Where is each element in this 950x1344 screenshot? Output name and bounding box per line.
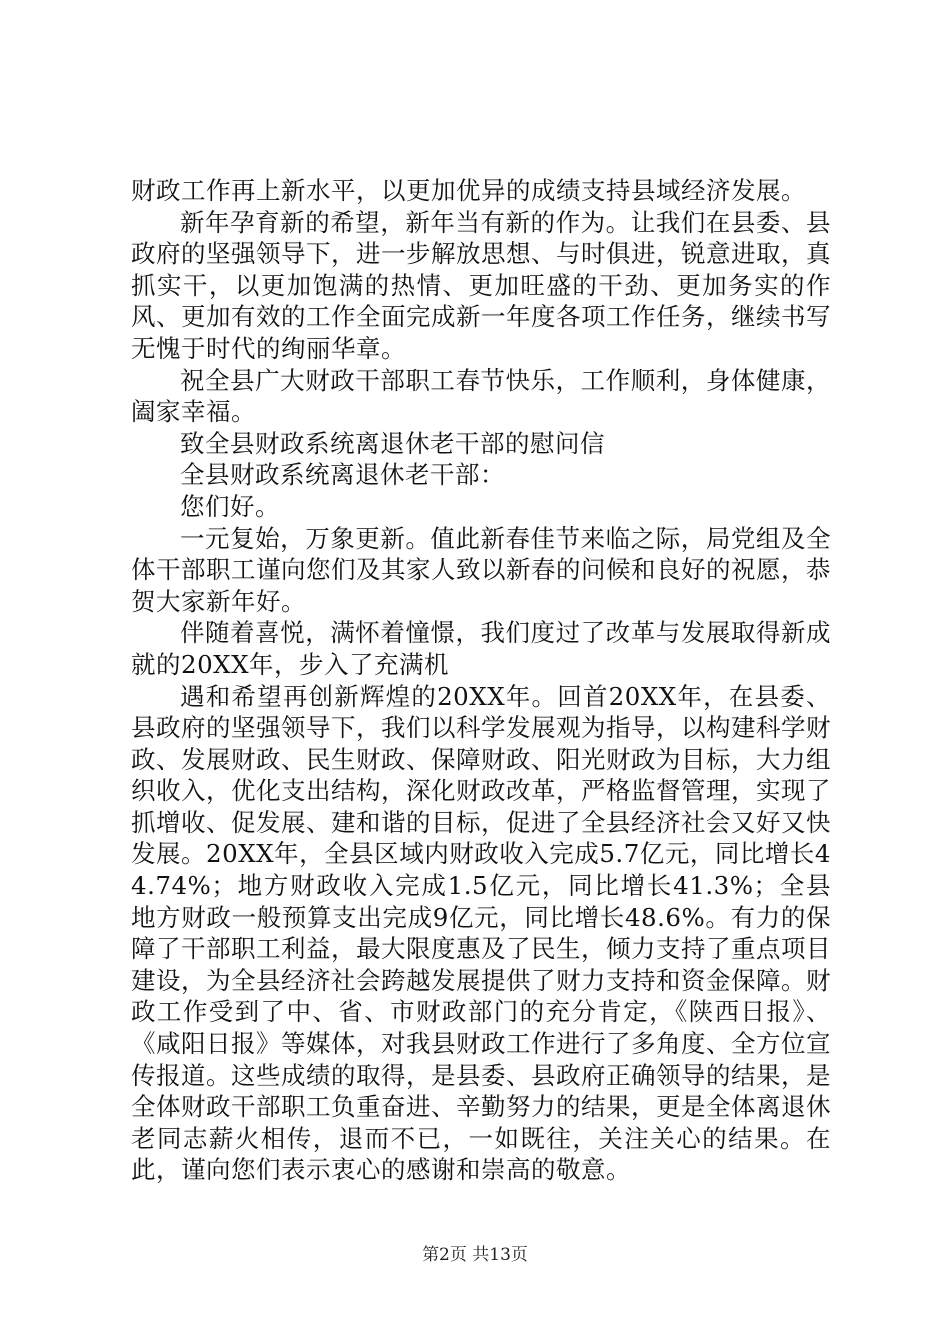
letter-greeting: 您们好。 bbox=[180, 491, 280, 521]
letter-salutation: 全县财政系统离退休老干部： bbox=[180, 460, 505, 490]
paragraph-1: 财政工作再上新水平，以更加优异的成绩支持县域经济发展。 bbox=[131, 176, 806, 205]
paragraph-7: 一元复始，万象更新。值此新春佳节来临之际，局党组及全体干部职工谨向您们及其家人致以新春的问候和良好的祝愿，恭贺大家新年好。 bbox=[131, 523, 831, 616]
paragraph-9: 遇和希望再创新辉煌的20XX年。回首20XX年，在县委、县政府的坚强领导下，我们以科学发展观为指导，以构建科学财政、发展财政、民生财政、保障财政、阳光财政为目标，大力组织收入，优化支出结构，深化财政改革，严格监督管理，实现了抓增收、促发展、建和谐的目标，促进了全县经济社会又好又快发展。20XX年，全县区域内财政收入完成5.7亿元，同比增长44.74%；地方财政收入完成1.5亿元，同比增长41.3%；全县地方财政一般预算支出完成9亿元，同比增长48.6%。有力的保障了干部职工利益，最大限度惠及了民生，倾力支持了重点项目建设，为全县经济社会跨越发展提供了财力支持和资金保障。财政工作受到了中、省、市财政部门的充分肯定，《陕西日报》、《咸阳日报》等媒体，对我县财政工作进行了多角度、全方位宣传报道。这些成绩的取得，是县委、县政府正确领导的结果，是全体财政干部职工负重奋进、辛勤努力的结果，更是全体离退休老同志薪火相传，退而不已，一如既往，关注关心的结果。在此，谨向您们表示衷心的感谢和崇高的敬意。 bbox=[131, 681, 831, 1185]
page-number-footer: 第2页 共13页 bbox=[422, 1245, 528, 1265]
paragraph-2: 新年孕育新的希望，新年当有新的作为。让我们在县委、县政府的坚强领导下，进一步解放思想、与时俱进，锐意进取，真抓实干，以更加饱满的热情、更加旺盛的干劲、更加务实的作风、更加有效的工作全面完成新一年度各项工作任务，继续书写无愧于时代的绚丽华章。 bbox=[131, 207, 831, 363]
paragraph-3: 祝全县广大财政干部职工春节快乐，工作顺利，身体健康，阖家幸福。 bbox=[131, 365, 831, 427]
paragraph-8: 伴随着喜悦，满怀着憧憬，我们度过了改革与发展取得新成就的20XX年，步入了充满机 bbox=[131, 618, 831, 679]
letter-title: 致全县财政系统离退休老干部的慰问信 bbox=[180, 428, 605, 458]
document-body bbox=[131, 175, 831, 1186]
